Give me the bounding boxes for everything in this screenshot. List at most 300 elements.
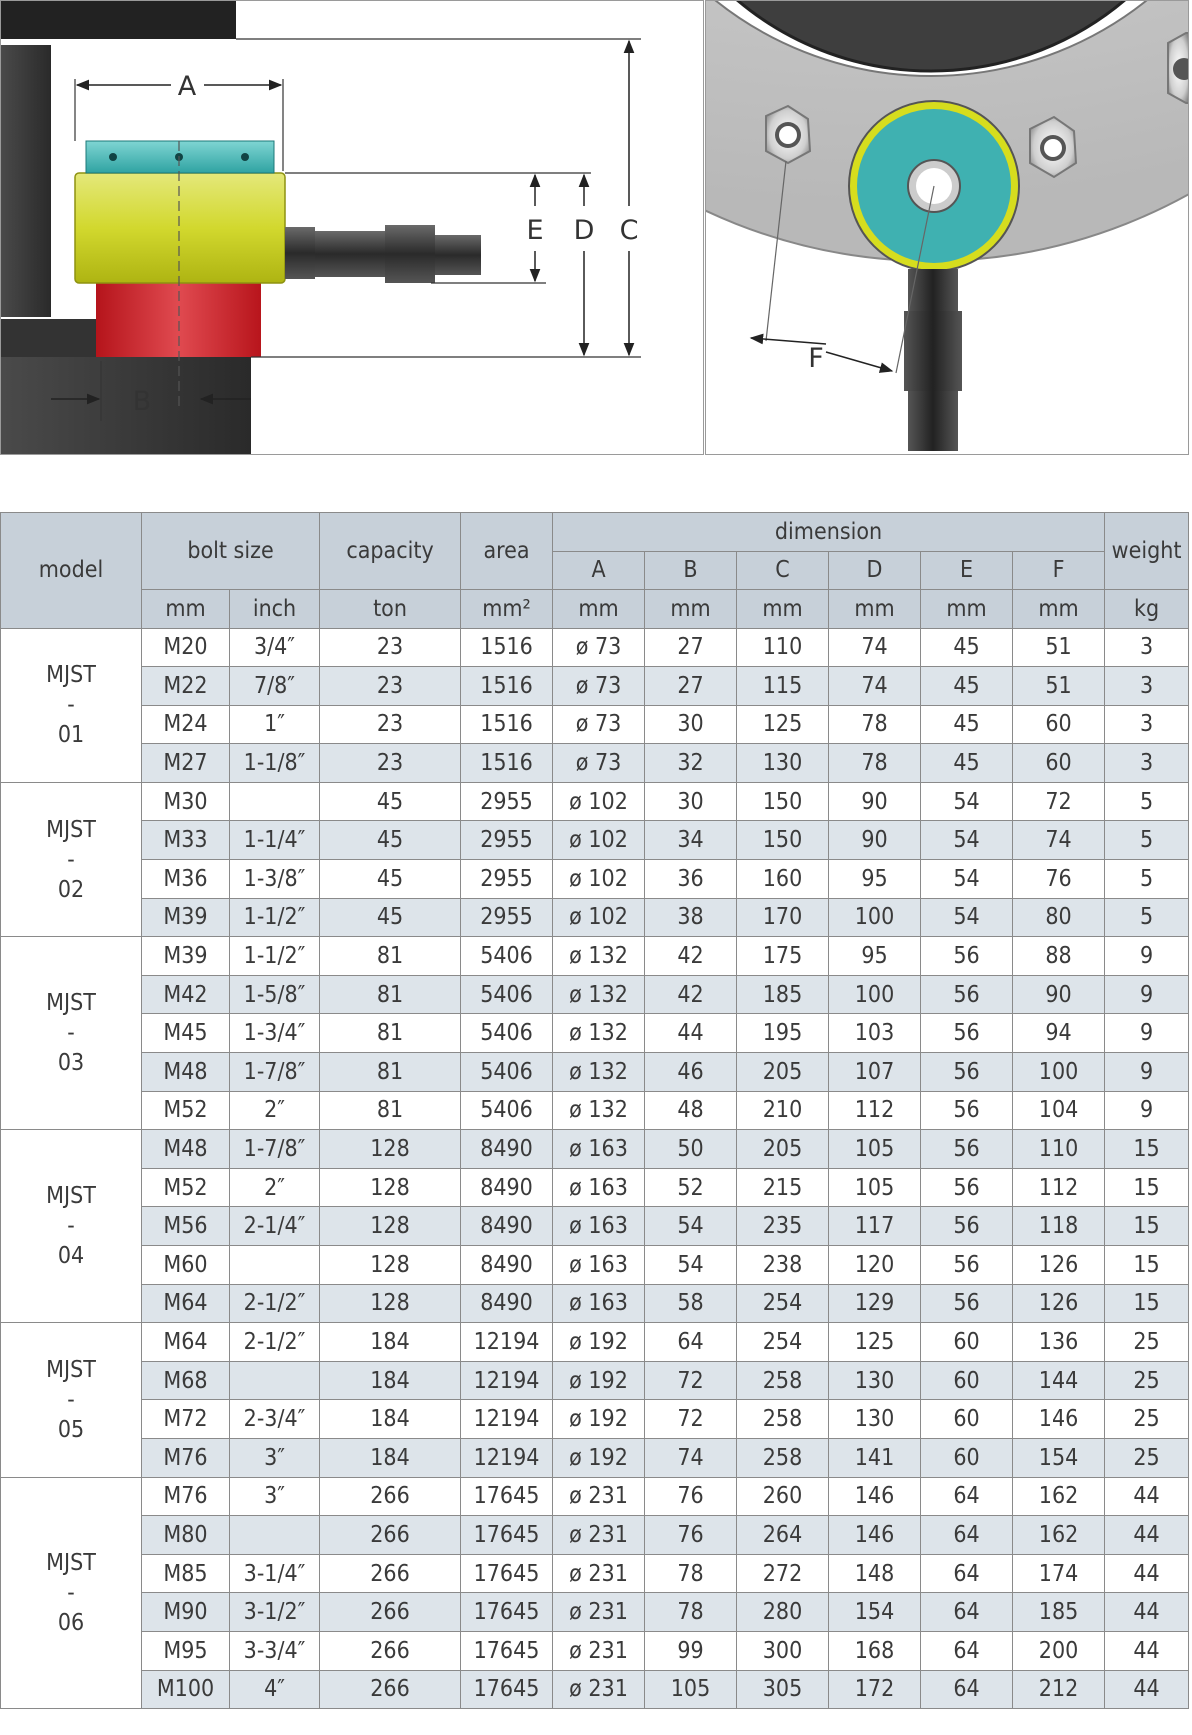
cell-dim-d: 90 — [829, 821, 921, 860]
unit-mm2: mm² — [461, 590, 553, 629]
cell-dim-c: 272 — [737, 1554, 829, 1593]
cell-dim-a: ø 102 — [553, 782, 645, 821]
cell-weight: 3 — [1105, 667, 1189, 706]
cell-dim-e: 60 — [921, 1361, 1013, 1400]
cell-dim-b: 52 — [645, 1168, 737, 1207]
table-row — [1, 975, 1189, 1014]
cell-dim-c: 305 — [737, 1670, 829, 1709]
model-cell — [1, 782, 142, 936]
cell-dim-a: ø 192 — [553, 1361, 645, 1400]
cell-bolt-inch — [230, 1361, 320, 1400]
cell-dim-a: ø 231 — [553, 1670, 645, 1709]
cell-dim-c: 115 — [737, 667, 829, 706]
cell-dim-a: ø 231 — [553, 1631, 645, 1670]
cell-dim-b: 34 — [645, 821, 737, 860]
table-row — [1, 937, 1189, 976]
cell-dim-a: ø 73 — [553, 667, 645, 706]
cell-dim-a: ø 163 — [553, 1207, 645, 1246]
cell-dim-e: 64 — [921, 1631, 1013, 1670]
model-name-part: 03 — [57, 1050, 85, 1077]
coupler-shape — [285, 227, 315, 279]
ledge-shape — [1, 319, 101, 357]
unit-ton: ton — [320, 590, 461, 629]
cell-dim-b: 64 — [645, 1323, 737, 1362]
cell-dim-b: 54 — [645, 1246, 737, 1285]
cell-weight: 44 — [1105, 1554, 1189, 1593]
cell-dim-f: 51 — [1013, 628, 1105, 667]
cell-bolt-inch: 4″ — [230, 1670, 320, 1709]
cell-area: 8490 — [461, 1284, 553, 1323]
cell-dim-e: 64 — [921, 1554, 1013, 1593]
cell-capacity: 184 — [320, 1400, 461, 1439]
cell-bolt-mm: M22 — [142, 667, 230, 706]
cell-capacity: 128 — [320, 1130, 461, 1169]
cell-area: 12194 — [461, 1400, 553, 1439]
model-name-part: - — [67, 1386, 75, 1413]
cell-weight: 44 — [1105, 1631, 1189, 1670]
cell-dim-d: 103 — [829, 1014, 921, 1053]
dimension-c-label: C — [619, 215, 639, 246]
cell-dim-d: 130 — [829, 1400, 921, 1439]
table-row — [1, 667, 1189, 706]
cell-bolt-inch: 1-7/8″ — [230, 1130, 320, 1169]
cell-dim-b: 27 — [645, 667, 737, 706]
cell-dim-e: 56 — [921, 1207, 1013, 1246]
cell-dim-e: 45 — [921, 744, 1013, 783]
cell-bolt-mm: M90 — [142, 1593, 230, 1632]
cell-area: 17645 — [461, 1593, 553, 1632]
cell-area: 17645 — [461, 1631, 553, 1670]
cell-dim-c: 210 — [737, 1091, 829, 1130]
header-dimension: dimension — [553, 513, 1105, 552]
cell-weight: 9 — [1105, 1053, 1189, 1092]
cell-dim-b: 72 — [645, 1361, 737, 1400]
cell-dim-d: 129 — [829, 1284, 921, 1323]
header-dim-a: A — [553, 551, 645, 590]
table-row — [1, 1593, 1189, 1632]
dimension-d-label: D — [573, 215, 595, 246]
model-cell — [1, 937, 142, 1130]
cell-bolt-inch: 1-5/8″ — [230, 975, 320, 1014]
cell-dim-a: ø 231 — [553, 1477, 645, 1516]
cell-area: 1516 — [461, 744, 553, 783]
cell-dim-a: ø 163 — [553, 1284, 645, 1323]
cell-bolt-mm: M76 — [142, 1438, 230, 1477]
cell-capacity: 23 — [320, 705, 461, 744]
cell-dim-f: 212 — [1013, 1670, 1105, 1709]
cell-dim-e: 64 — [921, 1593, 1013, 1632]
cell-dim-c: 260 — [737, 1477, 829, 1516]
cell-dim-b: 32 — [645, 744, 737, 783]
cell-dim-e: 56 — [921, 975, 1013, 1014]
cell-area: 8490 — [461, 1246, 553, 1285]
cell-bolt-inch: 2-3/4″ — [230, 1400, 320, 1439]
top-view-diagram — [705, 0, 1189, 455]
cell-weight: 9 — [1105, 1014, 1189, 1053]
table-row — [1, 744, 1189, 783]
table-header — [1, 513, 1189, 629]
cell-bolt-mm: M76 — [142, 1477, 230, 1516]
cell-bolt-mm: M52 — [142, 1091, 230, 1130]
cell-bolt-mm: M48 — [142, 1130, 230, 1169]
cell-dim-b: 54 — [645, 1207, 737, 1246]
cell-area: 5406 — [461, 975, 553, 1014]
table-row — [1, 1323, 1189, 1362]
dimension-b-label: B — [132, 386, 152, 417]
cell-bolt-mm: M36 — [142, 860, 230, 899]
cell-dim-b: 44 — [645, 1014, 737, 1053]
cell-dim-d: 154 — [829, 1593, 921, 1632]
table-row — [1, 1438, 1189, 1477]
cell-dim-f: 51 — [1013, 667, 1105, 706]
cell-dim-f: 118 — [1013, 1207, 1105, 1246]
cell-area: 2955 — [461, 782, 553, 821]
model-name-part: 01 — [57, 722, 85, 749]
cell-dim-f: 90 — [1013, 975, 1105, 1014]
top-view-drawing — [706, 1, 1189, 455]
table-row — [1, 898, 1189, 937]
table-row — [1, 1091, 1189, 1130]
cell-dim-f: 94 — [1013, 1014, 1105, 1053]
cell-dim-c: 205 — [737, 1053, 829, 1092]
model-name-part: MJST — [46, 1183, 96, 1210]
table-row — [1, 1284, 1189, 1323]
cell-dim-f: 112 — [1013, 1168, 1105, 1207]
cell-bolt-mm: M30 — [142, 782, 230, 821]
cell-bolt-inch — [230, 782, 320, 821]
cell-capacity: 266 — [320, 1554, 461, 1593]
dimension-f-label: F — [808, 343, 824, 374]
cell-dim-d: 78 — [829, 705, 921, 744]
cell-dim-e: 56 — [921, 937, 1013, 976]
model-name-part: 02 — [57, 876, 85, 903]
table-row — [1, 1477, 1189, 1516]
cell-weight: 3 — [1105, 705, 1189, 744]
specification-table — [0, 512, 1189, 1709]
cell-dim-a: ø 231 — [553, 1516, 645, 1555]
cell-dim-b: 42 — [645, 937, 737, 976]
side-view-drawing — [1, 1, 704, 455]
cell-bolt-mm: M56 — [142, 1207, 230, 1246]
cell-weight: 44 — [1105, 1516, 1189, 1555]
cell-dim-c: 300 — [737, 1631, 829, 1670]
cell-dim-e: 56 — [921, 1168, 1013, 1207]
cell-dim-a: ø 73 — [553, 705, 645, 744]
cell-dim-f: 144 — [1013, 1361, 1105, 1400]
table-row — [1, 705, 1189, 744]
cell-dim-c: 258 — [737, 1438, 829, 1477]
dimension-a-label: A — [177, 71, 197, 102]
cell-dim-e: 45 — [921, 667, 1013, 706]
cell-dim-b: 72 — [645, 1400, 737, 1439]
header-dim-b: B — [645, 551, 737, 590]
cell-dim-b: 105 — [645, 1670, 737, 1709]
cell-dim-f: 104 — [1013, 1091, 1105, 1130]
cell-capacity: 128 — [320, 1168, 461, 1207]
cell-dim-d: 95 — [829, 937, 921, 976]
cell-dim-c: 170 — [737, 898, 829, 937]
cell-dim-c: 254 — [737, 1284, 829, 1323]
cell-dim-f: 136 — [1013, 1323, 1105, 1362]
units-row — [1, 590, 1189, 629]
cell-bolt-inch: 3-1/4″ — [230, 1554, 320, 1593]
cell-capacity: 45 — [320, 782, 461, 821]
unit-mm: mm — [142, 590, 230, 629]
cell-dim-b: 46 — [645, 1053, 737, 1092]
cell-area: 12194 — [461, 1361, 553, 1400]
cell-weight: 5 — [1105, 821, 1189, 860]
cell-dim-b: 76 — [645, 1516, 737, 1555]
header-dim-e: E — [921, 551, 1013, 590]
cell-bolt-inch: 3″ — [230, 1438, 320, 1477]
cell-capacity: 81 — [320, 1091, 461, 1130]
header-row-1 — [1, 513, 1189, 552]
cell-bolt-mm: M27 — [142, 744, 230, 783]
cell-area: 12194 — [461, 1323, 553, 1362]
cell-bolt-mm: M45 — [142, 1014, 230, 1053]
cell-dim-b: 38 — [645, 898, 737, 937]
cell-weight: 25 — [1105, 1438, 1189, 1477]
cell-dim-a: ø 192 — [553, 1438, 645, 1477]
cell-capacity: 266 — [320, 1516, 461, 1555]
unit-mm: mm — [921, 590, 1013, 629]
cell-dim-a: ø 102 — [553, 898, 645, 937]
cell-dim-e: 54 — [921, 782, 1013, 821]
cell-capacity: 266 — [320, 1670, 461, 1709]
cell-bolt-inch: 3″ — [230, 1477, 320, 1516]
cell-capacity: 45 — [320, 898, 461, 937]
cell-weight: 9 — [1105, 1091, 1189, 1130]
cell-bolt-mm: M33 — [142, 821, 230, 860]
cell-capacity: 23 — [320, 628, 461, 667]
cell-dim-c: 130 — [737, 744, 829, 783]
table-row — [1, 1554, 1189, 1593]
cell-weight: 5 — [1105, 860, 1189, 899]
cell-dim-d: 90 — [829, 782, 921, 821]
cell-dim-f: 162 — [1013, 1477, 1105, 1516]
cell-dim-b: 30 — [645, 705, 737, 744]
cell-dim-e: 60 — [921, 1438, 1013, 1477]
model-name-part: MJST — [46, 990, 96, 1017]
cell-dim-e: 45 — [921, 628, 1013, 667]
table-row — [1, 1130, 1189, 1169]
cell-dim-e: 56 — [921, 1091, 1013, 1130]
cell-dim-e: 54 — [921, 821, 1013, 860]
cell-dim-e: 64 — [921, 1477, 1013, 1516]
cell-capacity: 184 — [320, 1438, 461, 1477]
cell-dim-f: 74 — [1013, 821, 1105, 860]
cell-area: 2955 — [461, 860, 553, 899]
cell-dim-c: 195 — [737, 1014, 829, 1053]
cell-dim-a: ø 231 — [553, 1554, 645, 1593]
header-dim-d: D — [829, 551, 921, 590]
model-cell — [1, 628, 142, 782]
cell-weight: 9 — [1105, 975, 1189, 1014]
cell-weight: 5 — [1105, 898, 1189, 937]
cell-dim-b: 42 — [645, 975, 737, 1014]
cell-weight: 3 — [1105, 628, 1189, 667]
cell-dim-f: 162 — [1013, 1516, 1105, 1555]
table-row — [1, 1168, 1189, 1207]
cell-bolt-mm: M48 — [142, 1053, 230, 1092]
cell-dim-f: 154 — [1013, 1438, 1105, 1477]
cell-dim-e: 54 — [921, 898, 1013, 937]
cell-dim-e: 54 — [921, 860, 1013, 899]
table-row — [1, 1207, 1189, 1246]
cell-dim-c: 160 — [737, 860, 829, 899]
cell-weight: 44 — [1105, 1593, 1189, 1632]
cell-dim-a: ø 163 — [553, 1168, 645, 1207]
cell-dim-d: 141 — [829, 1438, 921, 1477]
cell-capacity: 128 — [320, 1207, 461, 1246]
unit-mm: mm — [645, 590, 737, 629]
cell-dim-f: 126 — [1013, 1246, 1105, 1285]
cell-area: 2955 — [461, 898, 553, 937]
header-area: area — [461, 513, 553, 590]
cell-area: 1516 — [461, 705, 553, 744]
model-name-part: MJST — [46, 816, 96, 843]
cell-dim-f: 185 — [1013, 1593, 1105, 1632]
cell-dim-a: ø 73 — [553, 744, 645, 783]
cell-weight: 15 — [1105, 1207, 1189, 1246]
cell-capacity: 266 — [320, 1477, 461, 1516]
cell-capacity: 266 — [320, 1593, 461, 1632]
cell-bolt-inch: 1-1/4″ — [230, 821, 320, 860]
cell-dim-b: 27 — [645, 628, 737, 667]
cell-dim-d: 107 — [829, 1053, 921, 1092]
cell-dim-a: ø 132 — [553, 1091, 645, 1130]
cell-bolt-mm: M95 — [142, 1631, 230, 1670]
cell-weight: 25 — [1105, 1323, 1189, 1362]
cell-bolt-inch: 2-1/2″ — [230, 1284, 320, 1323]
cell-dim-e: 45 — [921, 705, 1013, 744]
cell-dim-e: 64 — [921, 1516, 1013, 1555]
post-shape — [1, 45, 51, 317]
cell-dim-e: 56 — [921, 1284, 1013, 1323]
cell-dim-e: 56 — [921, 1130, 1013, 1169]
cell-dim-e: 56 — [921, 1246, 1013, 1285]
cell-bolt-mm: M24 — [142, 705, 230, 744]
cell-capacity: 81 — [320, 1053, 461, 1092]
model-name-part: 04 — [57, 1243, 85, 1270]
cell-dim-a: ø 192 — [553, 1323, 645, 1362]
side-view-diagram — [0, 0, 704, 455]
cell-dim-c: 175 — [737, 937, 829, 976]
cell-dim-c: 264 — [737, 1516, 829, 1555]
unit-kg: kg — [1105, 590, 1189, 629]
cell-bolt-inch: 3-1/2″ — [230, 1593, 320, 1632]
unit-mm: mm — [829, 590, 921, 629]
header-dim-c: C — [737, 551, 829, 590]
cell-bolt-mm: M64 — [142, 1284, 230, 1323]
cell-capacity: 45 — [320, 821, 461, 860]
table-row — [1, 782, 1189, 821]
cell-bolt-inch: 1-1/2″ — [230, 898, 320, 937]
cell-dim-d: 78 — [829, 744, 921, 783]
base-block-shape — [1, 357, 251, 455]
cell-dim-b: 78 — [645, 1554, 737, 1593]
cell-dim-c: 215 — [737, 1168, 829, 1207]
cell-bolt-mm: M85 — [142, 1554, 230, 1593]
cell-dim-a: ø 132 — [553, 1053, 645, 1092]
cell-dim-f: 200 — [1013, 1631, 1105, 1670]
cell-area: 5406 — [461, 1014, 553, 1053]
cell-capacity: 45 — [320, 860, 461, 899]
cell-bolt-inch: 2″ — [230, 1168, 320, 1207]
cell-dim-f: 174 — [1013, 1554, 1105, 1593]
cell-weight: 25 — [1105, 1400, 1189, 1439]
cell-dim-a: ø 132 — [553, 937, 645, 976]
header-dim-f: F — [1013, 551, 1105, 590]
cell-dim-f: 76 — [1013, 860, 1105, 899]
cell-dim-d: 95 — [829, 860, 921, 899]
cell-weight: 9 — [1105, 937, 1189, 976]
cell-bolt-inch: 3/4″ — [230, 628, 320, 667]
model-name-part: MJST — [46, 1356, 96, 1383]
cell-weight: 15 — [1105, 1246, 1189, 1285]
top-bar-shape — [1, 1, 236, 39]
cell-dim-a: ø 132 — [553, 975, 645, 1014]
header-weight: weight — [1105, 513, 1189, 590]
cell-dim-e: 60 — [921, 1323, 1013, 1362]
cell-capacity: 184 — [320, 1361, 461, 1400]
bolt-nut-far-right — [1168, 33, 1189, 103]
cell-dim-d: 146 — [829, 1516, 921, 1555]
cell-bolt-inch: 1-1/8″ — [230, 744, 320, 783]
cell-dim-d: 148 — [829, 1554, 921, 1593]
model-cell — [1, 1477, 142, 1709]
table-row — [1, 821, 1189, 860]
table-row — [1, 1670, 1189, 1709]
cell-dim-d: 172 — [829, 1670, 921, 1709]
cell-dim-f: 60 — [1013, 744, 1105, 783]
cell-area: 5406 — [461, 1091, 553, 1130]
cell-capacity: 81 — [320, 937, 461, 976]
cell-area: 12194 — [461, 1438, 553, 1477]
cell-weight: 15 — [1105, 1168, 1189, 1207]
cell-dim-f: 146 — [1013, 1400, 1105, 1439]
cell-weight: 3 — [1105, 744, 1189, 783]
model-name-part: - — [67, 1579, 75, 1606]
cell-bolt-inch: 2-1/4″ — [230, 1207, 320, 1246]
cell-dim-f: 126 — [1013, 1284, 1105, 1323]
cell-dim-a: ø 163 — [553, 1130, 645, 1169]
cell-dim-d: 105 — [829, 1130, 921, 1169]
cell-area: 1516 — [461, 628, 553, 667]
cell-dim-e: 60 — [921, 1400, 1013, 1439]
header-capacity: capacity — [320, 513, 461, 590]
table-row — [1, 628, 1189, 667]
cell-dim-c: 150 — [737, 782, 829, 821]
cell-dim-c: 258 — [737, 1400, 829, 1439]
unit-mm: mm — [737, 590, 829, 629]
cell-dim-f: 88 — [1013, 937, 1105, 976]
cell-bolt-inch: 3-3/4″ — [230, 1631, 320, 1670]
cell-dim-a: ø 192 — [553, 1400, 645, 1439]
cell-dim-c: 125 — [737, 705, 829, 744]
cell-dim-b: 36 — [645, 860, 737, 899]
cell-dim-b: 48 — [645, 1091, 737, 1130]
cell-dim-a: ø 132 — [553, 1014, 645, 1053]
cell-dim-c: 235 — [737, 1207, 829, 1246]
cell-bolt-mm: M72 — [142, 1400, 230, 1439]
cell-dim-c: 205 — [737, 1130, 829, 1169]
cell-capacity: 128 — [320, 1284, 461, 1323]
cell-bolt-mm: M39 — [142, 898, 230, 937]
cell-dim-c: 254 — [737, 1323, 829, 1362]
cell-weight: 5 — [1105, 782, 1189, 821]
cell-bolt-mm: M52 — [142, 1168, 230, 1207]
